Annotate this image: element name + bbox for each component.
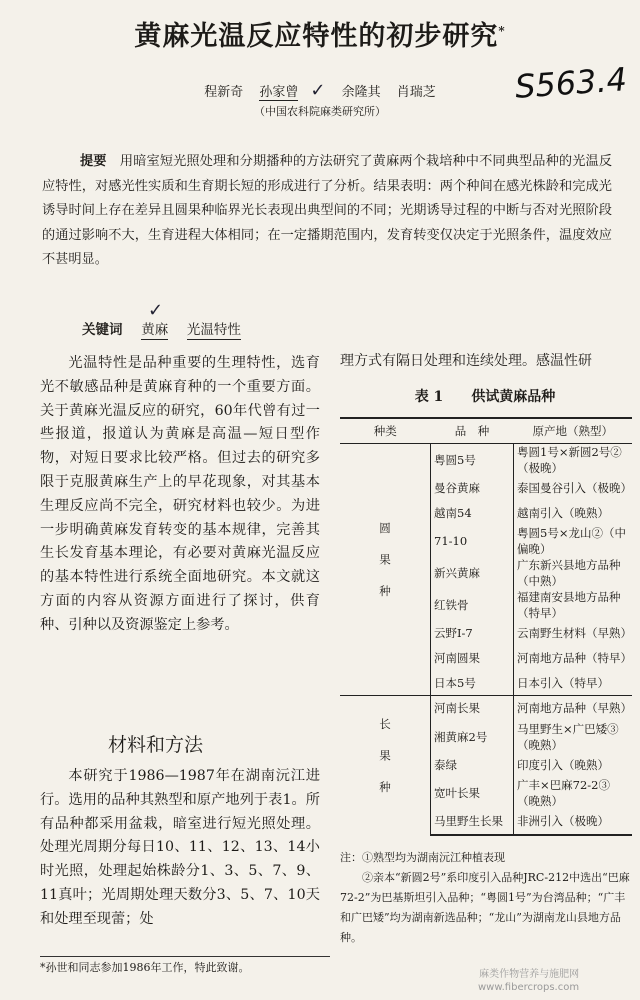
variety-cell: 粤圆5号 (431, 444, 514, 477)
intro-paragraph (40, 352, 320, 638)
origin-cell: 越南引入（晚熟） (517, 505, 609, 520)
variety-cell: 湘黄麻2号 (431, 721, 514, 753)
table-row (340, 444, 632, 477)
origin-cell: 泰国曼谷引入（极晚） (517, 481, 632, 496)
origin-cell: 河南地方品种（特早） (517, 651, 632, 666)
author-4: 肖瑞芝 (396, 85, 436, 100)
variety-cell: 红铁骨 (431, 589, 514, 621)
variety-cell: 河南长果 (431, 695, 514, 720)
checkmark-icon: ✓ (310, 80, 326, 101)
keywords-label: 关键词 (82, 322, 123, 338)
keyword-2: 光温特性 (186, 322, 241, 338)
watermark-url: www.fibercrops.com (478, 982, 580, 993)
keyword-checkmark-icon: ✓ (148, 300, 164, 321)
abstract-text: 用暗室短光照处理和分期播种的方法研究了黄麻两个栽培种中不同典型品种的光温反应特性，对感光性实质和生育期长短的形成进行了分析。结果表明：两个种间在感光株龄和完成光诱导时间上存在差异且圆果种临界光长表现出典型间的不同；光期诱导过程的中断与否对光照阶段的通过影响不大，生育进程大体相同；在一定播期范围内，发育转变仅决定于光照条件，温度效应不甚明显。 (42, 154, 613, 267)
origin-cell: 印度引入（晚熟） (517, 757, 609, 772)
table-row (340, 695, 632, 720)
variety-cell: 越南54 (431, 501, 514, 526)
intro-text: 光温特性是品种重要的生理特性，选育光不敏感品种是黄麻育种的一个重要方面。关于黄麻光温反应的研究，60年代曾有过一些报道，报道认为黄麻是高温—短日型作物，对短日要求比较严格。但过去的研究多限于克服黄麻生产上的早花现象，对其基本生理反应尚不完全，研究材料也较少。为进一步明确黄麻发育转变的基本规律，完善其生长发育基本理论，有必要对黄麻光温反应的基本特性进行系统全面地研究。本文就这方面的内容从资源方面进行了探讨，供育种、引种以及资源鉴定上参考。 (40, 355, 320, 633)
table-notes (340, 848, 630, 948)
origin-cell: 日本引入（特早） (517, 675, 609, 690)
variety-table (340, 417, 632, 836)
footnote: *孙世和同志参加1986年工作，特此致谢。 (40, 956, 330, 975)
variety-cell: 71-10 (431, 525, 514, 557)
table-header-row (340, 418, 632, 444)
group-name: 圆果种 (378, 522, 392, 617)
group-round-fruit (340, 444, 431, 696)
variety-cell: 云野Ⅰ-7 (431, 621, 514, 646)
variety-cell: 新兴黄麻 (431, 557, 514, 589)
origin-cell: 粤圆5号×龙山②（中偏晚） (517, 526, 626, 557)
paper-title (0, 14, 640, 53)
title-text: 黄麻光温反应特性的初步研究 (134, 21, 499, 52)
origin-cell: 马里野生×广巴矮③（晚熟） (517, 721, 619, 752)
methods-text: 本研究于1986—1987年在湖南沅江进行。选用的品种其熟型和原产地列于表1。所有品种都采用盆栽，暗室进行短光照处理。处理光周期分每日10、11、12、13、14小时光照，处理起始株龄分1、3、5、7、9、11真叶；光周期处理天数分3、5、7、10天和处理至现蕾；处 (40, 768, 320, 927)
header-type: 种类 (340, 418, 431, 444)
author-list (0, 80, 640, 101)
group-long-fruit (340, 695, 431, 834)
title-footnote-mark: * (498, 24, 506, 38)
handwritten-code: S563.4 (513, 60, 629, 106)
author-1: 程新奇 (204, 85, 244, 100)
group-name: 长果种 (378, 718, 392, 813)
origin-cell: 云南野生材料（早熟） (517, 626, 632, 641)
abstract (42, 150, 612, 273)
header-variety: 品 种 (431, 418, 514, 444)
author-3: 余隆其 (341, 85, 381, 100)
table-number: 表 1 (414, 389, 444, 405)
table-note-1: 注：①熟型均为湖南沅江种植表现 (340, 851, 505, 864)
keywords (82, 318, 241, 338)
variety-cell: 马里野生长果 (431, 809, 514, 835)
watermark (478, 968, 579, 994)
author-2: 孙家曾 (259, 85, 299, 100)
origin-cell: 广丰×巴麻72-2③（晚熟） (517, 778, 610, 809)
affiliation: （中国农科院麻类研究所） (254, 105, 386, 118)
abstract-label: 提要 (80, 154, 107, 169)
origin-cell: 粤圆1号×新圆2号②（极晚） (517, 445, 622, 475)
table-note-2: ②亲本“新圆2号”系印度引入品种JRC-212中选出“巴麻72-2”为巴基斯坦引入品种；“粤圆1号”为台湾品种；“广丰和广巴矮”均为湖南新选品种；“龙山”为湖南龙山县地方品种。 (340, 871, 630, 944)
variety-cell: 河南圆果 (431, 646, 514, 671)
origin-cell: 非洲引入（极晚） (514, 809, 633, 835)
watermark-cn: 麻类作物营养与施肥网 (479, 969, 580, 980)
variety-cell: 泰绿 (431, 753, 514, 778)
origin-cell: 福建南安县地方品种（特早） (517, 590, 621, 621)
keyword-1: 黄麻 (141, 322, 169, 338)
variety-cell: 宽叶长果 (431, 777, 514, 809)
table-caption (340, 386, 630, 406)
header-origin: 原产地（熟型） (514, 418, 633, 444)
variety-cell: 日本5号 (431, 670, 514, 695)
origin-cell: 河南地方品种（早熟） (514, 695, 633, 720)
variety-cell: 曼谷黄麻 (431, 476, 514, 501)
right-column-text: 理方式有隔日处理和连续处理。感温性研 (340, 353, 592, 369)
section-heading: 材料和方法 (108, 734, 204, 756)
table-title: 供试黄麻品种 (471, 389, 556, 405)
methods-paragraph (40, 765, 320, 932)
origin-cell: 广东新兴县地方品种（中熟） (517, 558, 621, 589)
